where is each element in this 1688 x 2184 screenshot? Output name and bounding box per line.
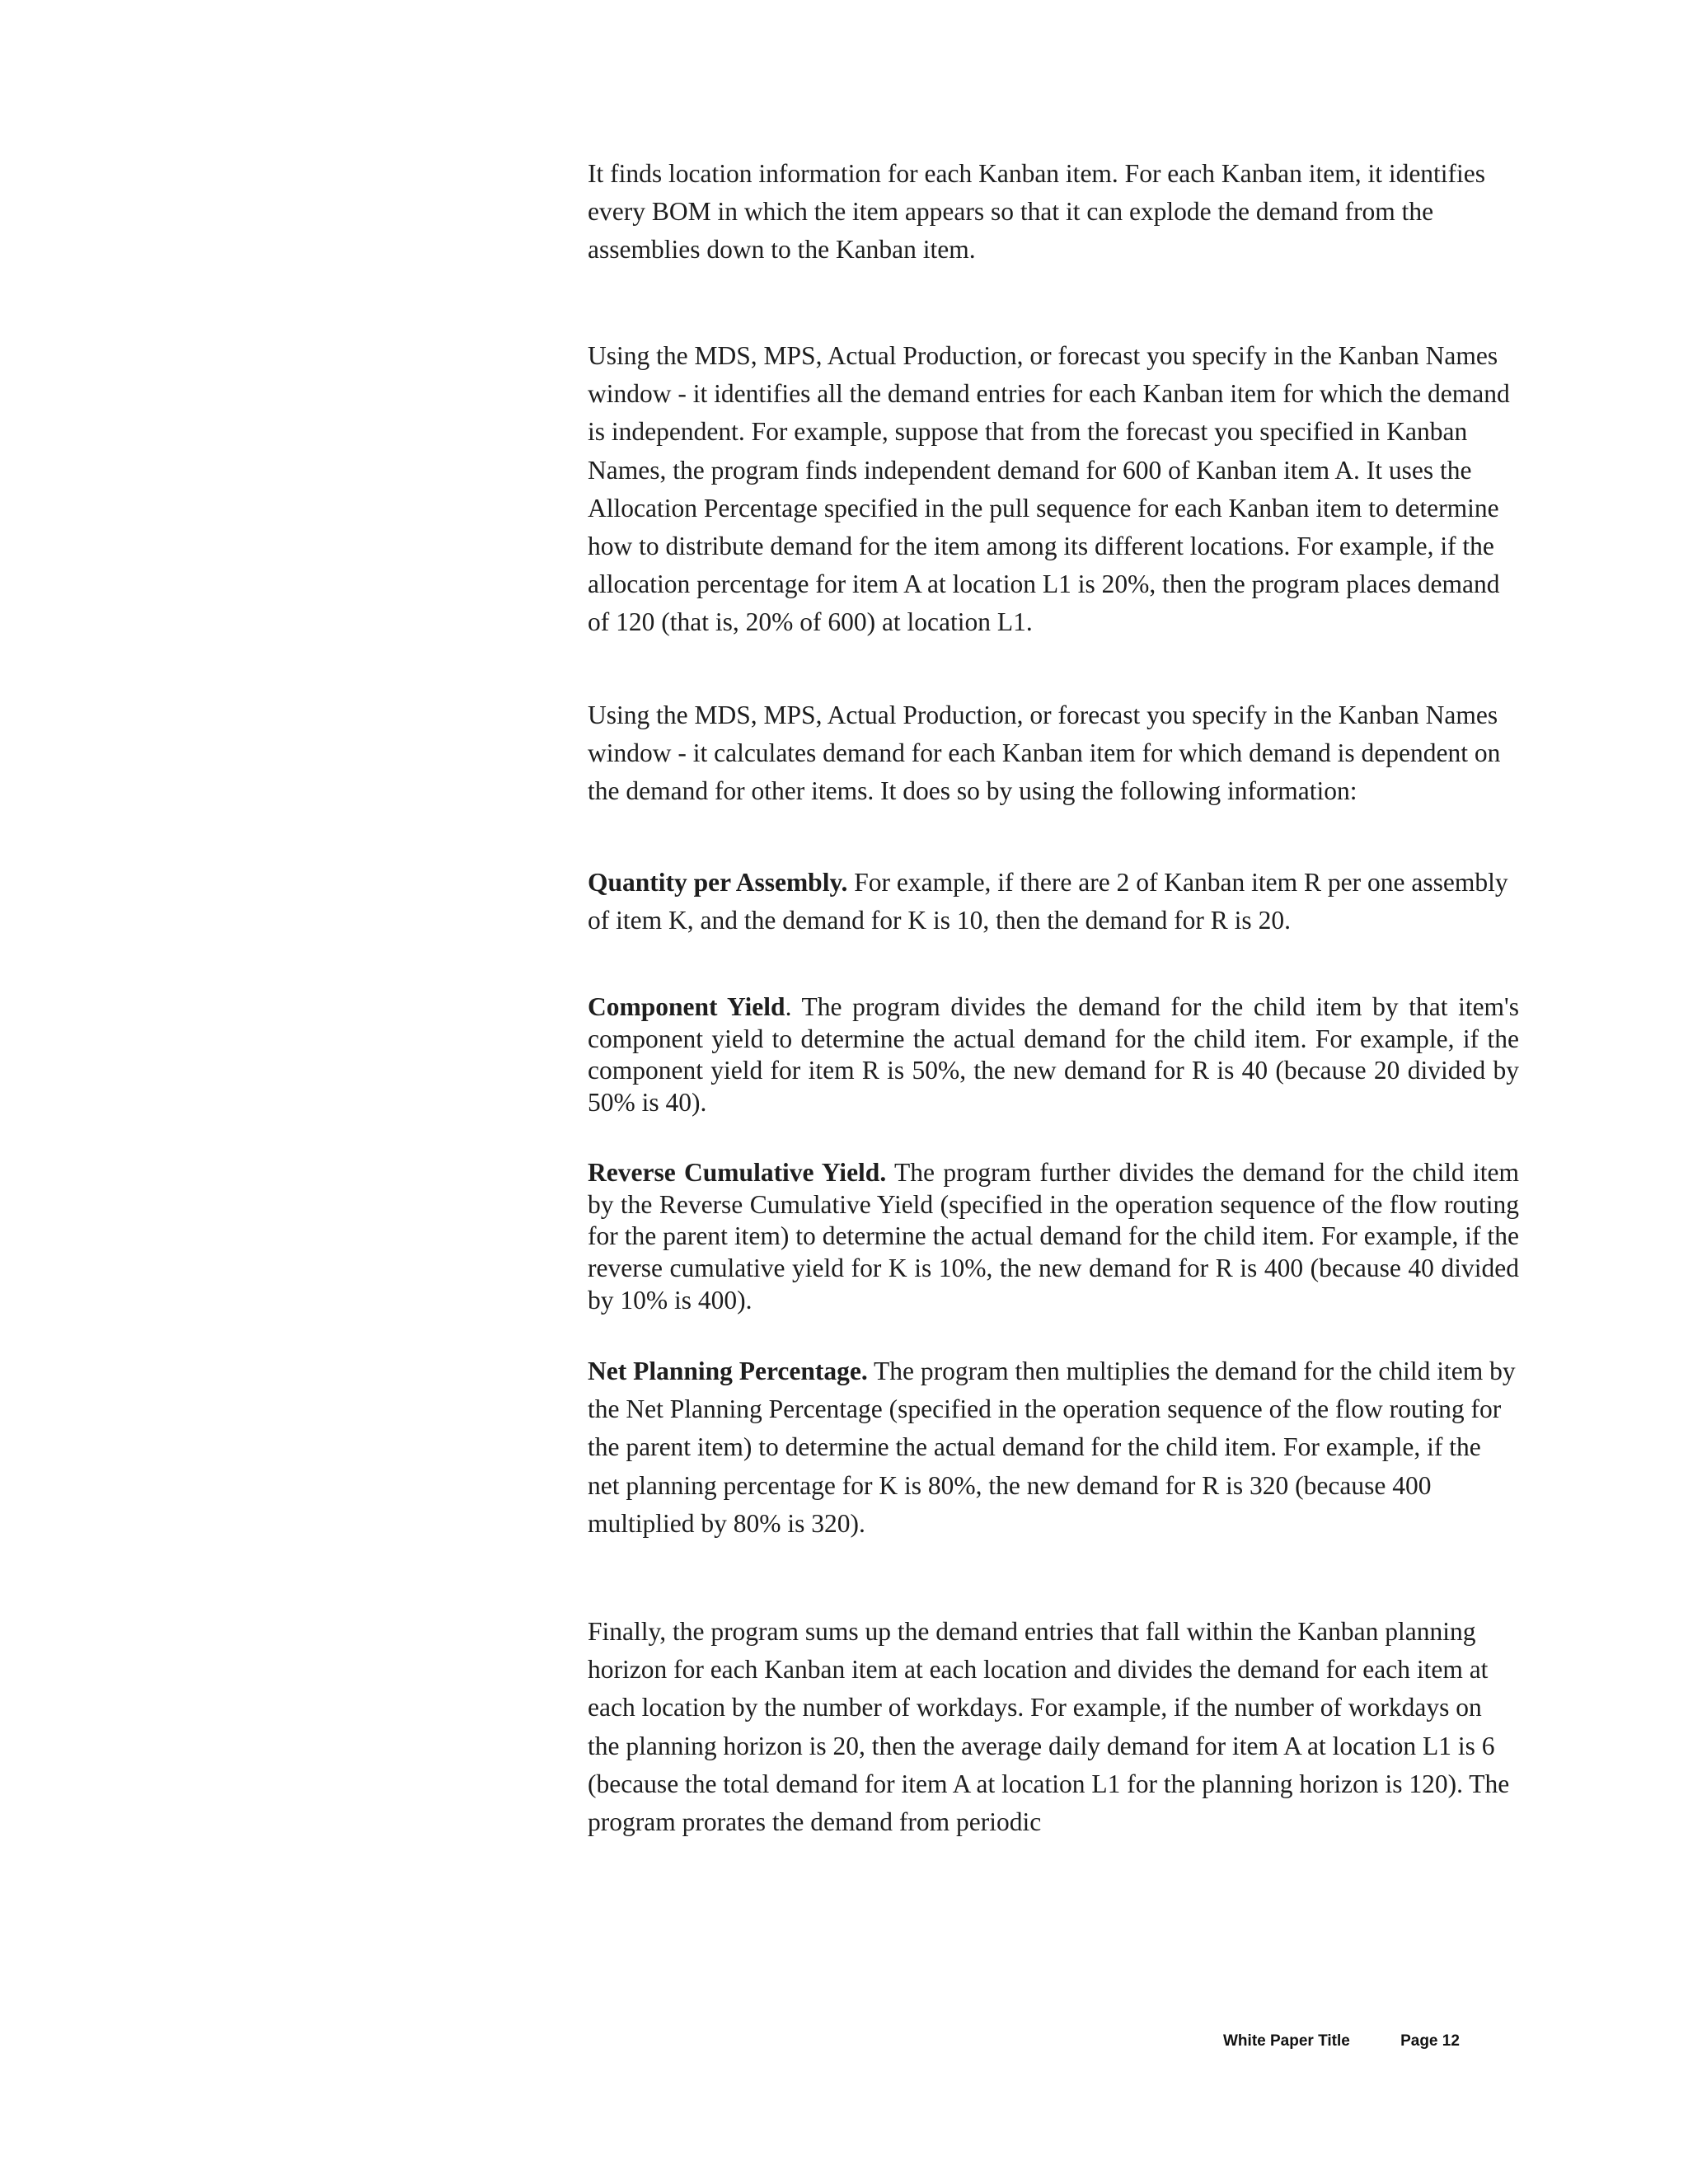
text-reverse-cumulative-yield: The program further divides the demand for the child item by the Reverse Cumulative Yield (specified in the operation sequence of the flow routing for the parent item) to determine the actual demand for the child item. For example, if the reverse cumulative yield for K is 10%, the new demand for R is 400 (because 40 divided by 10% is 400). xyxy=(588,1158,1519,1315)
footer-page-number: Page 12 xyxy=(1400,2032,1460,2050)
paragraph-dependent-demand: Using the MDS, MPS, Actual Production, or forecast you specify in the Kanban Names window - it calculates demand for each Kanban item for which demand is dependent on the demand for other items. It does so by using the following information: xyxy=(588,701,1501,806)
page-footer xyxy=(1223,2032,1460,2050)
paragraph-location-info: It finds location information for each Kanban item. For each Kanban item, it identifies every BOM in which the item appears so that it can explode the demand from the assemblies down to the Kanban item. xyxy=(588,159,1486,265)
paragraph-finally-sums: Finally, the program sums up the demand entries that fall within the Kanban planning horizon for each Kanban item at each location and divides the demand for each item at each location by the number of workdays. For example, if the number of workdays on the planning horizon is 20, then the average daily demand for item A at location L1 is 6 (because the total demand for item A at location L1 for the planning horizon is 120). The program prorates the demand from periodic xyxy=(588,1617,1510,1837)
text-quantity-per-assembly: For example, if there are 2 of Kanban item R per one assembly of item K, and the demand for K is 10, then the demand for R is 20. xyxy=(588,868,1508,935)
term-reverse-cumulative-yield: Reverse Cumulative Yield. xyxy=(588,1158,887,1187)
paragraph-independent-demand: Using the MDS, MPS, Actual Production, or forecast you specify in the Kanban Names window - it identifies all the demand entries for each Kanban item for which the demand is independent. For example, suppose that from the forecast you specified in Kanban Names, the program finds independent demand for 600 of Kanban item A. It uses the Allocation Percentage specified in the pull sequence for each Kanban item to determine how to distribute demand for the item among its different locations. For example, if the allocation percentage for item A at location L1 is 20%, then the program places demand of 120 (that is, 20% of 600) at location L1. xyxy=(588,341,1510,637)
paragraph-quantity-per-assembly xyxy=(588,864,1519,940)
paragraph-reverse-cumulative-yield xyxy=(588,1157,1519,1317)
paragraph-net-planning-percentage xyxy=(588,1352,1519,1543)
text-net-planning-percentage: The program then multiplies the demand for the child item by the Net Planning Percentage (specified in the operation sequence of the flow routing for the parent item) to determine the actual demand for the child item. For example, if the net planning percentage for K is 80%, the new demand for R is 320 (because 400 multiplied by 80% is 320). xyxy=(588,1357,1516,1538)
term-component-yield: Component Yield xyxy=(588,992,785,1021)
term-net-planning-percentage: Net Planning Percentage. xyxy=(588,1357,868,1385)
footer-document-title: White Paper Title xyxy=(1223,2032,1350,2050)
term-quantity-per-assembly: Quantity per Assembly. xyxy=(588,868,848,897)
text-component-yield: . The program divides the demand for the child item by that item's component yield to determine the actual demand for the child item. For example, if the component yield for item R is 50%, the new demand for R is 40 (because 20 divided by 50% is 40). xyxy=(588,992,1519,1118)
paragraph-component-yield xyxy=(588,991,1519,1119)
